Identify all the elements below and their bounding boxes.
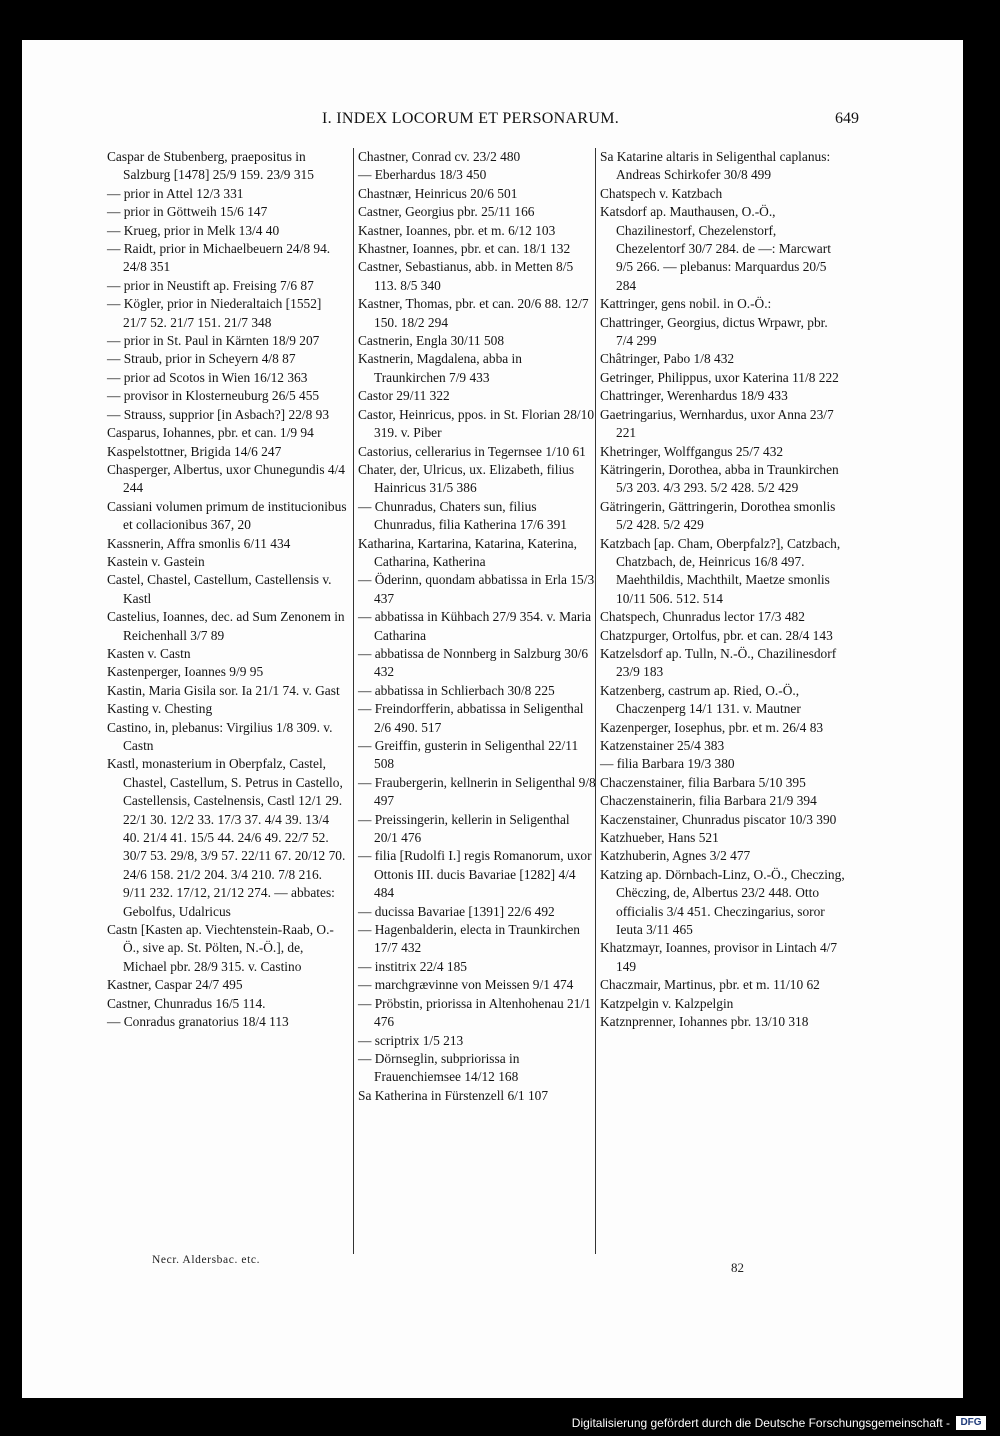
index-entry: — Pröbstin, priorissa in Altenhohenau 21/1 476 — [358, 995, 591, 1030]
index-entry: Katzenstainer 25/4 383 — [600, 738, 725, 753]
index-entry: Chatspech v. Katzbach — [600, 185, 723, 201]
index-entry: Casparus, Iohannes, pbr. et can. 1/9 94 — [107, 425, 314, 441]
index-entry: — Conradus granatorius 18/4 113 — [107, 1014, 289, 1030]
index-entry: — Kögler, prior in Niederaltaich [1552] 21/7 52. 21/7 151. 21/7 348 — [107, 296, 322, 330]
index-entry: Katzpelgin v. Kalzpelgin — [600, 995, 734, 1011]
index-entry: Gaetringarius, Wernhardus, uxor Anna 23/7 221 — [600, 406, 834, 441]
footer-sheet-number: 82 — [731, 1260, 744, 1275]
index-entry: Kattringer, gens nobil. in O.-Ö.: — [600, 296, 772, 312]
index-entry: Castino, in, plebanus: Virgilius 1/8 309. v. Castn — [107, 719, 333, 753]
index-entry: Chaczmair, Martinus, pbr. et m. 11/10 62 — [600, 977, 820, 993]
index-column-2 — [353, 148, 596, 1254]
index-entry: Castor 29/11 322 — [358, 388, 450, 404]
index-entry: — Fraubergerin, kellnerin in Seligenthal 9/8 497 — [358, 774, 596, 809]
index-entry: Chater, der, Ulricus, ux. Elizabeth, filius Hainricus 31/5 386 — [358, 461, 575, 496]
index-entry: Chaczenstainerin, filia Barbara 21/9 394 — [600, 793, 817, 809]
document-page — [22, 40, 963, 1398]
index-entry: — scriptrix 1/5 213 — [358, 1032, 464, 1048]
index-entry: — prior in Neustift ap. Freising 7/6 87 — [107, 277, 314, 293]
index-entry: Kastein v. Gastein — [107, 553, 205, 569]
index-entry: — filia [Rudolfi I.] regis Romanorum, uxor Ottonis III. ducis Bavariae [1282] 4/4 484 — [358, 848, 592, 901]
index-entry: Chattringer, Werenhardus 18/9 433 — [600, 388, 788, 404]
index-column-1 — [107, 148, 347, 1032]
index-entry: Kastner, Thomas, pbr. et can. 20/6 88. 12/7 150. 18/2 294 — [358, 296, 589, 330]
index-entry: Gätringerin, Gättringerin, Dorothea smonlis 5/2 428. 5/2 429 — [600, 498, 836, 533]
index-entry: Cassiani volumen primum de institucionibus et collacionibus 367, 20 — [107, 498, 347, 533]
index-entry: Getringer, Philippus, uxor Katerina 11/8 222 — [600, 369, 839, 385]
index-entry: — prior in Göttweih 15/6 147 — [107, 204, 268, 220]
index-entry: Kastner, Caspar 24/7 495 — [107, 977, 243, 993]
index-entry: Castner, Sebastianus, abb. in Metten 8/5 113. 8/5 340 — [358, 259, 574, 293]
index-entry: — prior ad Scotos in Wien 16/12 363 — [107, 369, 308, 385]
index-entry: Kaczenstainer, Chunradus piscator 10/3 390 — [600, 811, 837, 827]
index-entry: Castelius, Ioannes, dec. ad Sum Zenonem in Reichenhall 3/7 89 — [107, 609, 345, 643]
index-entry: Katzhuberin, Agnes 3/2 477 — [600, 848, 751, 864]
index-entry: Katzhueber, Hans 521 — [600, 830, 719, 846]
dfg-logo-icon: DFG — [956, 1416, 986, 1430]
page-header — [22, 110, 963, 134]
index-entry: Castner, Chunradus 16/5 114. — [107, 995, 266, 1011]
index-entry: Caspar de Stubenberg, praepositus in Salzburg [1478] 25/9 159. 23/9 315 — [107, 149, 314, 183]
index-entry: Kazenperger, Iosephus, pbr. et m. 26/4 83 — [600, 719, 824, 735]
index-entry: Katzbach [ap. Cham, Oberpfalz?], Catzbach, Chatzbach, de, Heinricus 16/8 497. Maehthildis, Machthilt, Maetze smonlis 10/11 506. 512. 514 — [600, 535, 841, 606]
index-entry: — provisor in Klosterneuburg 26/5 455 — [107, 388, 320, 404]
index-entry: — abbatissa in Kühbach 27/9 354. v. Maria Catharina — [358, 609, 592, 643]
footer-signature: Necr. Aldersbac. etc. — [152, 1254, 261, 1266]
index-entry: Kastin, Maria Gisila sor. Ia 21/1 74. v. Gast — [107, 682, 340, 698]
index-entry: — abbatissa in Schlierbach 30/8 225 — [358, 682, 555, 698]
index-entry: Chastner, Conrad cv. 23/2 480 — [358, 149, 521, 164]
index-entry: — Preissingerin, kellerin in Seligenthal 20/1 476 — [358, 811, 570, 846]
index-entry: — Raidt, prior in Michaelbeuern 24/8 94. 24/8 351 — [107, 241, 331, 275]
index-entry: Sa Katarine altaris in Seligenthal caplanus: Andreas Schirkofer 30/8 499 — [600, 149, 831, 183]
index-entry: Katznprenner, Iohannes pbr. 13/10 318 — [600, 1014, 809, 1030]
index-entry: Katzelsdorf ap. Tulln, N.-Ö., Chazilinesdorf 23/9 183 — [600, 645, 837, 680]
funding-banner — [0, 1408, 1000, 1436]
index-entry: Katzenberg, castrum ap. Ried, O.-Ö., Chaczenperg 14/1 131. v. Mautner — [600, 682, 801, 717]
index-entry: — institrix 22/4 185 — [358, 958, 467, 974]
index-entry: — Chunradus, Chaters sun, filius Chunradus, filia Katherina 17/6 391 — [358, 498, 568, 533]
index-entry: Kaspelstottner, Brigida 14/6 247 — [107, 443, 282, 459]
index-column-3 — [595, 148, 846, 1254]
index-entry: — prior in St. Paul in Kärnten 18/9 207 — [107, 333, 320, 349]
index-entry: — Öderinn, quondam abbatissa in Erla 15/3 437 — [358, 572, 595, 606]
index-entry: — Krueg, prior in Melk 13/4 40 — [107, 222, 280, 238]
index-entry: Kastenperger, Ioannes 9/9 95 — [107, 664, 264, 680]
index-entry: Kastl, monasterium in Oberpfalz, Castel, Chastel, Castellum, S. Petrus in Castello, Castellensis, Castelnensis, Castl 12/1 29. 22/1 30. 12/2 33. 17/3 37. 4/4 39. 13/4 40. 21/4 41. 15/5 44. 24/6 49. 22/7 52. 30/7 53. 29/8, 3/9 57. 22/11 67. 20/12 70. 24/6 158. 21/2 204. 3/4 210. 7/8 216. 9/11 232. 17/12, 21/12 274. — abbates: Gebolfus, Udalricus — [107, 756, 346, 919]
index-entry: Castel, Chastel, Castellum, Castellensis v. Kastl — [107, 572, 332, 606]
index-entry: Castn [Kasten ap. Viechtenstein-Raab, O.-Ö., sive ap. St. Pölten, N.-Ö.], de, Michael pbr. 28/9 315. v. Castino — [107, 922, 334, 974]
index-entry: Castorius, cellerarius in Tegernsee 1/10 61 — [358, 443, 586, 459]
index-entry: — Greiffin, gusterin in Seligenthal 22/11 508 — [358, 738, 579, 772]
index-entry: Kasting v. Chesting — [107, 701, 213, 717]
index-entry: Kastner, Ioannes, pbr. et m. 6/12 103 — [358, 222, 556, 238]
index-entry: — Freindorfferin, abbatissa in Seligenthal 2/6 490. 517 — [358, 701, 584, 735]
index-entry: Castor, Heinricus, ppos. in St. Florian 28/10 319. v. Piber — [358, 406, 595, 441]
index-entry: Châtringer, Pabo 1/8 432 — [600, 351, 735, 367]
index-entry: Castnerin, Engla 30/11 508 — [358, 333, 505, 349]
index-entry: Kassnerin, Affra smonlis 6/11 434 — [107, 535, 291, 551]
index-entry: — abbatissa de Nonnberg in Salzburg 30/6 432 — [358, 645, 589, 680]
index-entry: Khetringer, Wolffgangus 25/7 432 — [600, 443, 784, 459]
funding-text: Digitalisierung gefördert durch die Deutsche Forschungsgemeinschaft - — [571, 1416, 950, 1430]
index-entry: Katsdorf ap. Mauthausen, O.-Ö., Chazilinestorf, Chezelenstorf, Chezelentorf 30/7 284. de —: Marcwart 9/5 266. — plebanus: Marquardus 20/5 284 — [600, 204, 831, 293]
index-entry: — Dörnseglin, subpriorissa in Frauenchiemsee 14/12 168 — [358, 1050, 520, 1085]
index-entry: — ducissa Bavariae [1391] 22/6 492 — [358, 903, 555, 919]
running-title: I. INDEX LOCORUM ET PERSONARUM. — [322, 110, 620, 127]
index-entry: Chaczenstainer, filia Barbara 5/10 395 — [600, 774, 806, 790]
index-entry: Khatzmayr, Ioannes, provisor in Lintach 4/7 149 — [600, 940, 838, 974]
index-entry: Kätringerin, Dorothea, abba in Traunkirchen 5/3 203. 4/3 293. 5/2 428. 5/2 429 — [600, 461, 839, 496]
index-entry: — Strauss, supprior [in Asbach?] 22/8 93 — [107, 406, 330, 422]
index-entry: — marchgrævinne von Meissen 9/1 474 — [358, 977, 574, 993]
index-entry: Kastnerin, Magdalena, abba in Traunkirchen 7/9 433 — [358, 351, 522, 385]
index-entry: — filia Barbara 19/3 380 — [600, 756, 735, 772]
index-entry: Sa Katherina in Fürstenzell 6/1 107 — [358, 1087, 549, 1103]
index-entry: Katharina, Kartarina, Katarina, Katerina, Catharina, Katherina — [358, 535, 577, 569]
index-entry: — Straub, prior in Scheyern 4/8 87 — [107, 351, 296, 367]
index-entry: Chattringer, Georgius, dictus Wrpawr, pbr. 7/4 299 — [600, 314, 828, 349]
page-number: 649 — [835, 110, 859, 127]
index-entry: — prior in Attel 12/3 331 — [107, 185, 244, 201]
index-entry: Chasperger, Albertus, uxor Chunegundis 4/4 244 — [107, 461, 345, 496]
index-entry: Chatzpurger, Ortolfus, pbr. et can. 28/4 143 — [600, 627, 833, 643]
index-entry: — Eberhardus 18/3 450 — [358, 167, 487, 183]
index-entry: Castner, Georgius pbr. 25/11 166 — [358, 204, 535, 220]
index-entry: — Hagenbalderin, electa in Traunkirchen 17/7 432 — [358, 922, 580, 956]
index-entry: Chatspech, Chunradus lector 17/3 482 — [600, 609, 805, 625]
index-entry: Katzing ap. Dörnbach-Linz, O.-Ö., Checzing, Chëczing, de, Albertus 23/2 448. Otto officialis 3/4 451. Checzingarius, soror Ieuta 3/11 465 — [600, 866, 845, 938]
index-entry: Chastnær, Heinricus 20/6 501 — [358, 185, 518, 201]
index-entry: Kasten v. Castn — [107, 645, 191, 661]
index-entry: Khastner, Ioannes, pbr. et can. 18/1 132 — [358, 241, 571, 257]
